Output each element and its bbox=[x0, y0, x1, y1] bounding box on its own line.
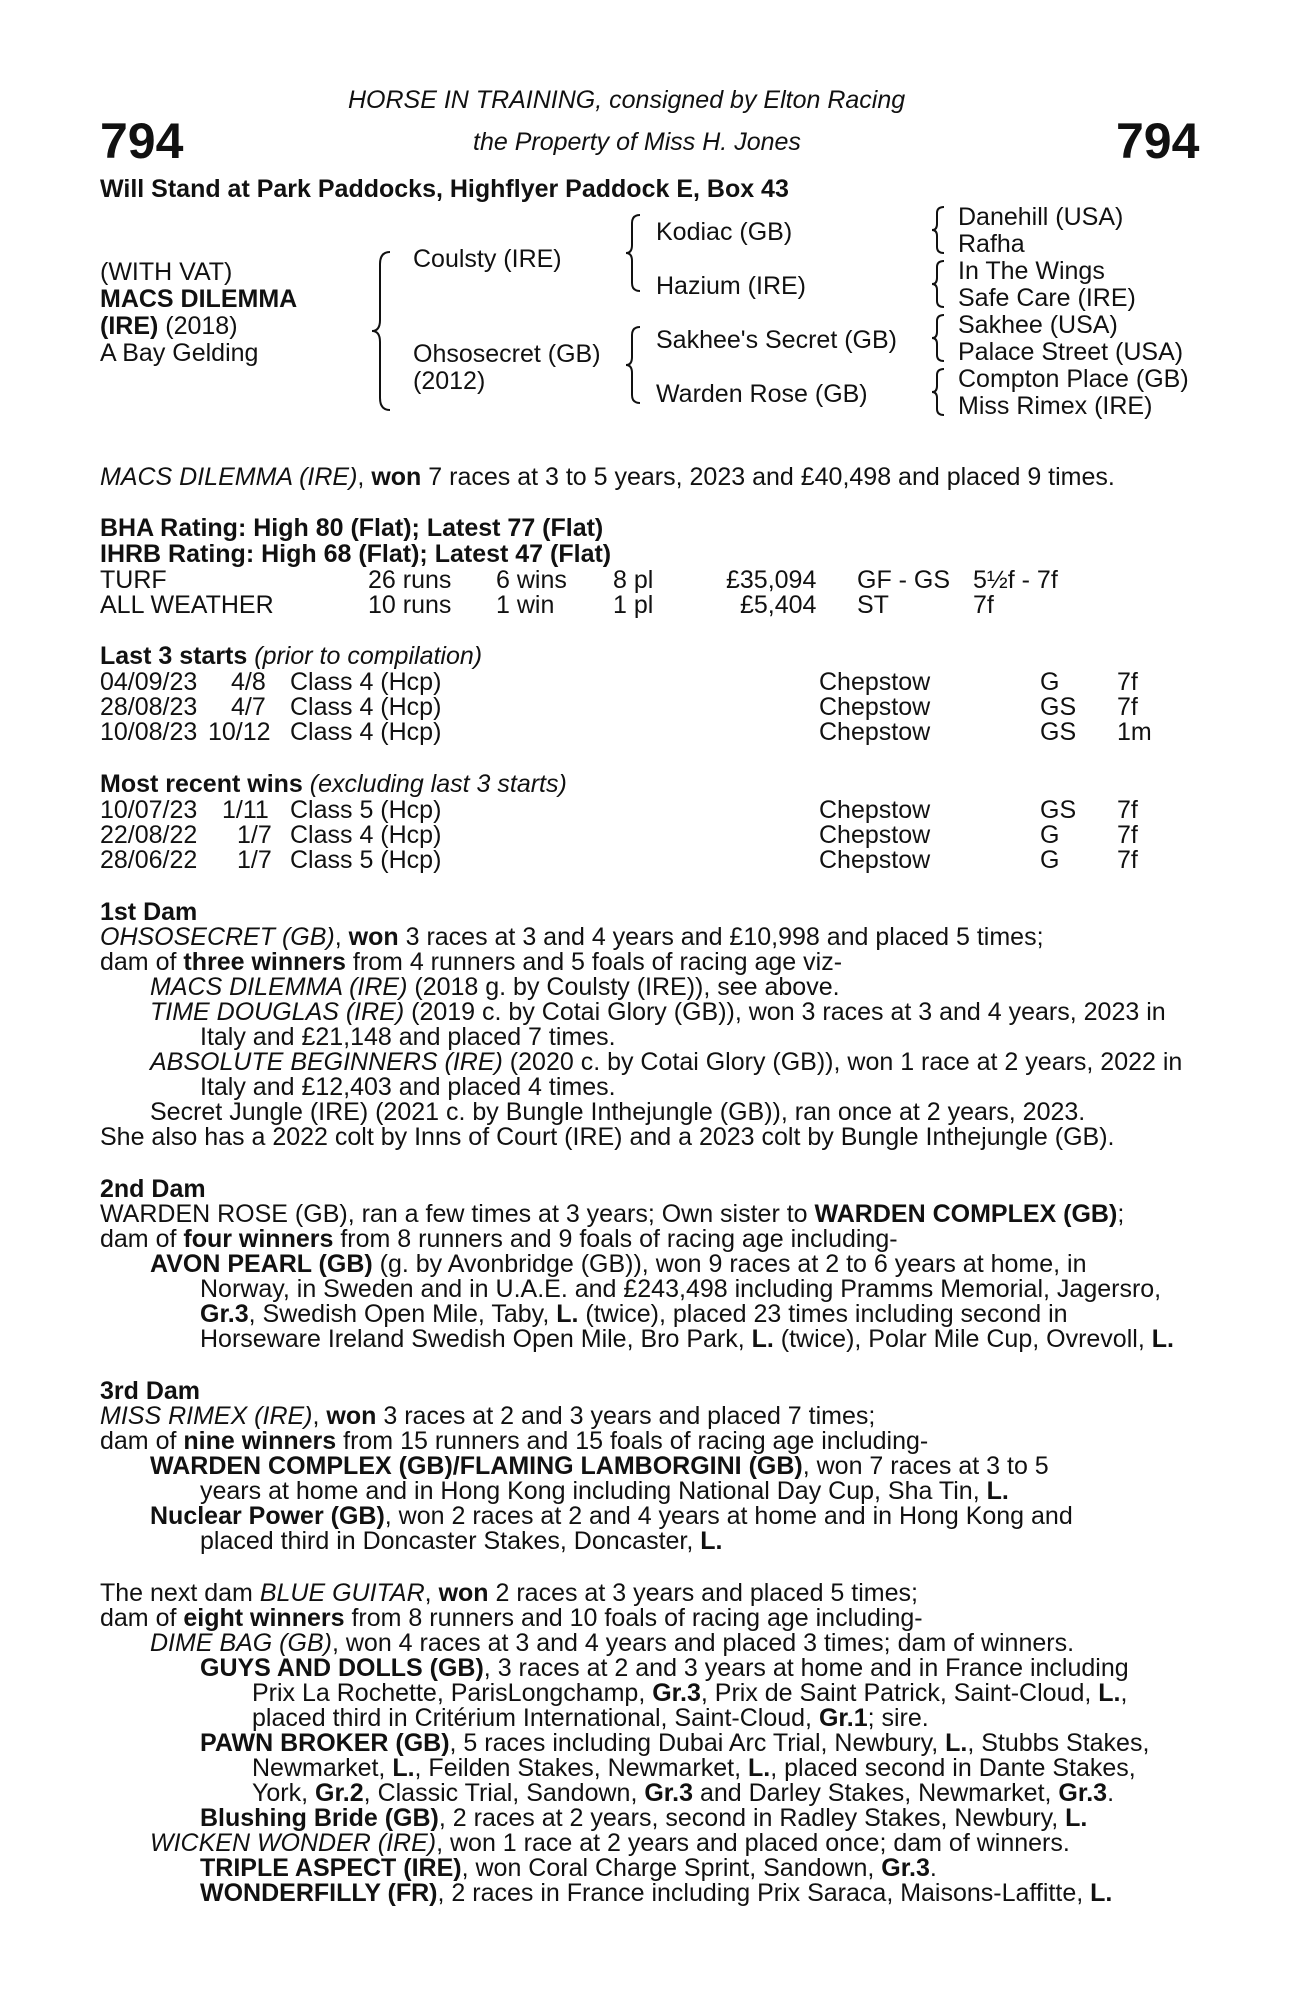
start-distance: 7f bbox=[1117, 693, 1138, 721]
pedigree-g1: Danehill (USA) bbox=[958, 203, 1124, 231]
listed: L. bbox=[1098, 1679, 1121, 1707]
pedigree-dam-sire: Sakhee's Secret (GB) bbox=[656, 326, 897, 354]
grade: Gr.3 bbox=[652, 1679, 701, 1707]
brace-dam bbox=[624, 325, 644, 405]
text: . bbox=[929, 1854, 937, 1882]
record-wins: 1 win bbox=[496, 591, 555, 619]
last-starts-note: (prior to compilation) bbox=[247, 642, 483, 670]
listed: L. bbox=[945, 1729, 968, 1757]
text: (2018 g. by Coulsty (IRE)), see above. bbox=[407, 973, 840, 1001]
dam3-heading: 3rd Dam bbox=[100, 1377, 201, 1405]
grade: Gr.2 bbox=[315, 1779, 364, 1807]
text: (g. by Avonbridge (GB)), won 9 races at 2 to 6 years at home, in bbox=[372, 1250, 1087, 1278]
horse-name-suffix bbox=[100, 312, 238, 341]
produce-name: Blushing Bride (GB) bbox=[200, 1804, 439, 1832]
win-date: 10/07/23 bbox=[100, 796, 198, 824]
text: (2019 c. by Cotai Glory (GB)), won 3 races at 3 and 4 years, 2023 in bbox=[404, 998, 1166, 1026]
text: dam of bbox=[100, 1604, 184, 1632]
text: , placed second in Dante Stakes, bbox=[770, 1754, 1136, 1782]
text: dam of bbox=[100, 948, 184, 976]
dam1-name: OHSOSECRET (GB) bbox=[100, 923, 335, 951]
start-date: 28/08/23 bbox=[100, 693, 198, 721]
pedigree-dam: Ohsosecret (GB) bbox=[413, 340, 601, 368]
winners-count: nine winners bbox=[183, 1427, 337, 1455]
produce-entry-cont bbox=[200, 1527, 722, 1556]
produce-name: TRIPLE ASPECT (IRE) bbox=[200, 1854, 462, 1882]
produce-name: MACS DILEMMA (IRE) bbox=[150, 973, 408, 1001]
text: , Feilden Stakes, Newmarket, bbox=[414, 1754, 748, 1782]
horse-description: A Bay Gelding bbox=[100, 339, 259, 367]
won-label: won bbox=[326, 1402, 377, 1430]
produce-entry: Secret Jungle (IRE) (2021 c. by Bungle Inthejungle (GB)), ran once at 2 years, 2023. bbox=[150, 1098, 1086, 1126]
text: , bbox=[334, 923, 349, 951]
text: , won 7 races at 3 to 5 bbox=[802, 1452, 1049, 1480]
text: placed third in Critérium International, Saint-Cloud, bbox=[252, 1704, 819, 1732]
start-going: GS bbox=[1040, 693, 1077, 721]
text: from 4 runners and 5 foals of racing age viz- bbox=[345, 948, 843, 976]
text: , won Coral Charge Sprint, Sandown, bbox=[461, 1854, 882, 1882]
record-placed: 8 pl bbox=[613, 566, 654, 594]
race-summary bbox=[100, 463, 1115, 492]
grade: Gr.3 bbox=[881, 1854, 930, 1882]
grand-produce-entry bbox=[200, 1879, 1112, 1908]
produce-name: TIME DOUGLAS (IRE) bbox=[150, 998, 405, 1026]
text: (twice), placed 23 times including second in bbox=[578, 1300, 1068, 1328]
text: , bbox=[1120, 1679, 1128, 1707]
vat-note: (WITH VAT) bbox=[100, 258, 233, 286]
start-date: 04/09/23 bbox=[100, 668, 198, 696]
brace-g4 bbox=[930, 367, 948, 417]
brace-g3 bbox=[930, 313, 948, 363]
horse-country: (IRE) bbox=[100, 312, 159, 340]
win-distance: 7f bbox=[1117, 846, 1138, 874]
produce-name: ABSOLUTE BEGINNERS (IRE) bbox=[150, 1048, 503, 1076]
win-going: G bbox=[1040, 846, 1060, 874]
win-position: 1/7 bbox=[237, 846, 272, 874]
win-class: Class 5 (Hcp) bbox=[290, 796, 442, 824]
win-going: G bbox=[1040, 821, 1060, 849]
listed: L. bbox=[1065, 1804, 1088, 1832]
record-prize-money: £5,404 bbox=[740, 591, 817, 619]
text: 2 races at 3 years and placed 5 times; bbox=[488, 1579, 918, 1607]
text: Prix La Rochette, ParisLongchamp, bbox=[252, 1679, 653, 1707]
record-going: ST bbox=[857, 591, 889, 619]
won-label: won bbox=[348, 923, 399, 951]
brace-g2 bbox=[930, 259, 948, 309]
text: , 2 races in France including Prix Saraca, Maisons-Laffitte, bbox=[437, 1879, 1091, 1907]
text: . bbox=[1107, 1779, 1115, 1807]
listed: L. bbox=[751, 1325, 774, 1353]
win-going: GS bbox=[1040, 796, 1077, 824]
win-date: 22/08/22 bbox=[100, 821, 198, 849]
produce-entry-cont: Norway, in Sweden and in U.A.E. and £243,498 including Pramms Memorial, Jagersro, bbox=[200, 1275, 1162, 1303]
start-going: GS bbox=[1040, 718, 1077, 746]
start-going: G bbox=[1040, 668, 1060, 696]
listed: L. bbox=[986, 1477, 1009, 1505]
lot-number-left: 794 bbox=[100, 113, 184, 169]
text: ; sire. bbox=[867, 1704, 929, 1732]
produce-name: WICKEN WONDER (IRE) bbox=[150, 1829, 437, 1857]
recent-wins-title: Most recent wins bbox=[100, 770, 303, 798]
start-class: Class 4 (Hcp) bbox=[290, 718, 442, 746]
pedigree-sire-sire: Kodiac (GB) bbox=[656, 218, 793, 246]
start-course: Chepstow bbox=[819, 718, 931, 746]
record-distance: 7f bbox=[973, 591, 994, 619]
horse-name: MACS DILEMMA bbox=[100, 285, 298, 313]
grade: Gr.3 bbox=[1058, 1779, 1108, 1807]
record-going: GF - GS bbox=[857, 566, 951, 594]
summary-comma: , bbox=[357, 463, 372, 491]
text: from 15 runners and 15 foals of racing age including- bbox=[336, 1427, 929, 1455]
text: (2020 c. by Cotai Glory (GB)), won 1 race at 2 years, 2022 in bbox=[502, 1048, 1183, 1076]
text: , Classic Trial, Sandown, bbox=[363, 1779, 645, 1807]
dam1-also-has: She also has a 2022 colt by Inns of Court (IRE) and a 2023 colt by Bungle Inthejungle (GB). bbox=[100, 1123, 1115, 1151]
start-date: 10/08/23 bbox=[100, 718, 198, 746]
text: , Swedish Open Mile, Taby, bbox=[248, 1300, 557, 1328]
record-surface: TURF bbox=[100, 566, 167, 594]
winners-count: three winners bbox=[183, 948, 346, 976]
listed: L. bbox=[700, 1527, 723, 1555]
text: , bbox=[312, 1402, 327, 1430]
text: Newmarket, bbox=[252, 1754, 393, 1782]
text: , Stubbs Stakes, bbox=[967, 1729, 1150, 1757]
text: Horseware Ireland Swedish Open Mile, Bro Park, bbox=[200, 1325, 752, 1353]
brace-g1 bbox=[930, 205, 948, 255]
brace-sire bbox=[624, 213, 644, 293]
listed: L. bbox=[392, 1754, 415, 1782]
listed: L. bbox=[748, 1754, 771, 1782]
brace-parents bbox=[370, 250, 394, 412]
win-position: 1/7 bbox=[237, 821, 272, 849]
pedigree-g5: Sakhee (USA) bbox=[958, 311, 1118, 339]
pedigree-g6: Palace Street (USA) bbox=[958, 338, 1184, 366]
win-distance: 7f bbox=[1117, 796, 1138, 824]
summary-rest: 7 races at 3 to 5 years, 2023 and £40,498 and placed 9 times. bbox=[421, 463, 1115, 491]
pedigree-dam-year: (2012) bbox=[413, 367, 486, 395]
pedigree-sire: Coulsty (IRE) bbox=[413, 245, 562, 273]
text: , won 1 race at 2 years and placed once; dam of winners. bbox=[436, 1829, 1070, 1857]
grade: Gr.3 bbox=[644, 1779, 693, 1807]
win-distance: 7f bbox=[1117, 821, 1138, 849]
record-runs: 26 runs bbox=[368, 566, 452, 594]
consignor-line: HORSE IN TRAINING, consigned by Elton Racing bbox=[348, 86, 906, 114]
produce-name: PAWN BROKER (GB) bbox=[200, 1729, 450, 1757]
last-starts-heading bbox=[100, 642, 482, 671]
last-starts-title: Last 3 starts bbox=[100, 642, 248, 670]
record-wins: 6 wins bbox=[496, 566, 567, 594]
text: from 8 runners and 9 foals of racing age including- bbox=[333, 1225, 898, 1253]
text: , 3 races at 2 and 3 years at home and in France including bbox=[483, 1654, 1129, 1682]
winners-count: four winners bbox=[183, 1225, 334, 1253]
record-runs: 10 runs bbox=[368, 591, 452, 619]
text: placed third in Doncaster Stakes, Doncaster, bbox=[200, 1527, 701, 1555]
text: ; bbox=[1117, 1200, 1125, 1228]
won-label: won bbox=[438, 1579, 489, 1607]
win-date: 28/06/22 bbox=[100, 846, 198, 874]
recent-wins-note: (excluding last 3 starts) bbox=[302, 770, 567, 798]
produce-name: Nuclear Power (GB) bbox=[150, 1502, 385, 1530]
listed: L. bbox=[556, 1300, 579, 1328]
text: York, bbox=[252, 1779, 316, 1807]
summary-horse: MACS DILEMMA (IRE) bbox=[100, 463, 358, 491]
produce-entry-cont: Italy and £12,403 and placed 4 times. bbox=[200, 1073, 616, 1101]
listed: L. bbox=[1090, 1879, 1113, 1907]
pedigree-dam-dam: Warden Rose (GB) bbox=[656, 380, 868, 408]
win-class: Class 5 (Hcp) bbox=[290, 846, 442, 874]
start-distance: 7f bbox=[1117, 668, 1138, 696]
text: The next dam bbox=[100, 1579, 260, 1607]
text: , 5 races including Dubai Arc Trial, Newbury, bbox=[449, 1729, 946, 1757]
text: years at home and in Hong Kong including National Day Cup, Sha Tin, bbox=[200, 1477, 987, 1505]
win-position: 1/11 bbox=[222, 796, 269, 824]
recent-wins-heading bbox=[100, 770, 567, 799]
record-distance: 5½f - 7f bbox=[973, 566, 1058, 594]
text: WARDEN ROSE (GB), ran a few times at 3 years; Own sister to bbox=[100, 1200, 815, 1228]
start-class: Class 4 (Hcp) bbox=[290, 668, 442, 696]
win-course: Chepstow bbox=[819, 821, 931, 849]
win-course: Chepstow bbox=[819, 846, 931, 874]
produce-entry-cont bbox=[200, 1325, 1174, 1354]
text: 3 races at 2 and 3 years and placed 7 times; bbox=[376, 1402, 876, 1430]
dam3-name: MISS RIMEX (IRE) bbox=[100, 1402, 313, 1430]
produce-name: WONDERFILLY (FR) bbox=[200, 1879, 438, 1907]
produce-name: DIME BAG (GB) bbox=[150, 1629, 332, 1657]
text: dam of bbox=[100, 1427, 184, 1455]
bha-rating: BHA Rating: High 80 (Flat); Latest 77 (Flat) bbox=[100, 514, 604, 542]
record-prize-money: £35,094 bbox=[726, 566, 817, 594]
start-position: 4/8 bbox=[231, 668, 266, 696]
record-surface: ALL WEATHER bbox=[100, 591, 274, 619]
grade: Gr.1 bbox=[818, 1704, 868, 1732]
produce-name: GUYS AND DOLLS (GB) bbox=[200, 1654, 484, 1682]
grade: Gr.3 bbox=[200, 1300, 249, 1328]
text: , bbox=[424, 1579, 439, 1607]
start-distance: 1m bbox=[1117, 718, 1152, 746]
text: and Darley Stakes, Newmarket, bbox=[693, 1779, 1059, 1807]
win-course: Chepstow bbox=[819, 796, 931, 824]
dam1-heading: 1st Dam bbox=[100, 898, 198, 926]
text: , won 2 races at 2 and 4 years at home and in Hong Kong and bbox=[384, 1502, 1073, 1530]
pedigree-g2: Rafha bbox=[958, 230, 1025, 258]
text: , Prix de Saint Patrick, Saint-Cloud, bbox=[700, 1679, 1099, 1707]
horse-year: (2018) bbox=[158, 312, 238, 340]
produce-name: AVON PEARL (GB) bbox=[150, 1250, 373, 1278]
produce-name: WARDEN COMPLEX (GB)/FLAMING LAMBORGINI (GB) bbox=[150, 1452, 803, 1480]
pedigree-g4: Safe Care (IRE) bbox=[958, 284, 1136, 312]
next-dam-name: BLUE GUITAR bbox=[259, 1579, 425, 1607]
listed: L. bbox=[1151, 1325, 1174, 1353]
text: dam of bbox=[100, 1225, 184, 1253]
lot-number-right: 794 bbox=[1116, 113, 1200, 169]
text: (twice), Polar Mile Cup, Ovrevoll, bbox=[773, 1325, 1152, 1353]
pedigree-g7: Compton Place (GB) bbox=[958, 365, 1189, 393]
text: , won 4 races at 3 and 4 years and placed 3 times; dam of winners. bbox=[331, 1629, 1075, 1657]
property-line: the Property of Miss H. Jones bbox=[473, 128, 801, 156]
summary-won: won bbox=[371, 463, 422, 491]
text: , 2 races at 2 years, second in Radley Stakes, Newbury, bbox=[438, 1804, 1066, 1832]
start-course: Chepstow bbox=[819, 668, 931, 696]
win-class: Class 4 (Hcp) bbox=[290, 821, 442, 849]
stand-location: Will Stand at Park Paddocks, Highflyer Paddock E, Box 43 bbox=[100, 175, 789, 203]
sister-name: WARDEN COMPLEX (GB) bbox=[814, 1200, 1118, 1228]
text: 3 races at 3 and 4 years and £10,998 and placed 5 times; bbox=[398, 923, 1044, 951]
start-position: 4/7 bbox=[231, 693, 266, 721]
start-position: 10/12 bbox=[208, 718, 271, 746]
start-course: Chepstow bbox=[819, 693, 931, 721]
produce-entry-cont: Italy and £21,148 and placed 7 times. bbox=[200, 1023, 616, 1051]
winners-count: eight winners bbox=[183, 1604, 345, 1632]
text: from 8 runners and 10 foals of racing age including- bbox=[344, 1604, 923, 1632]
pedigree-g8: Miss Rimex (IRE) bbox=[958, 392, 1153, 420]
pedigree-sire-dam: Hazium (IRE) bbox=[656, 272, 807, 300]
record-placed: 1 pl bbox=[613, 591, 654, 619]
start-class: Class 4 (Hcp) bbox=[290, 693, 442, 721]
dam2-heading: 2nd Dam bbox=[100, 1175, 206, 1203]
pedigree-g3: In The Wings bbox=[958, 257, 1105, 285]
ihrb-rating: IHRB Rating: High 68 (Flat); Latest 47 (Flat) bbox=[100, 540, 612, 568]
